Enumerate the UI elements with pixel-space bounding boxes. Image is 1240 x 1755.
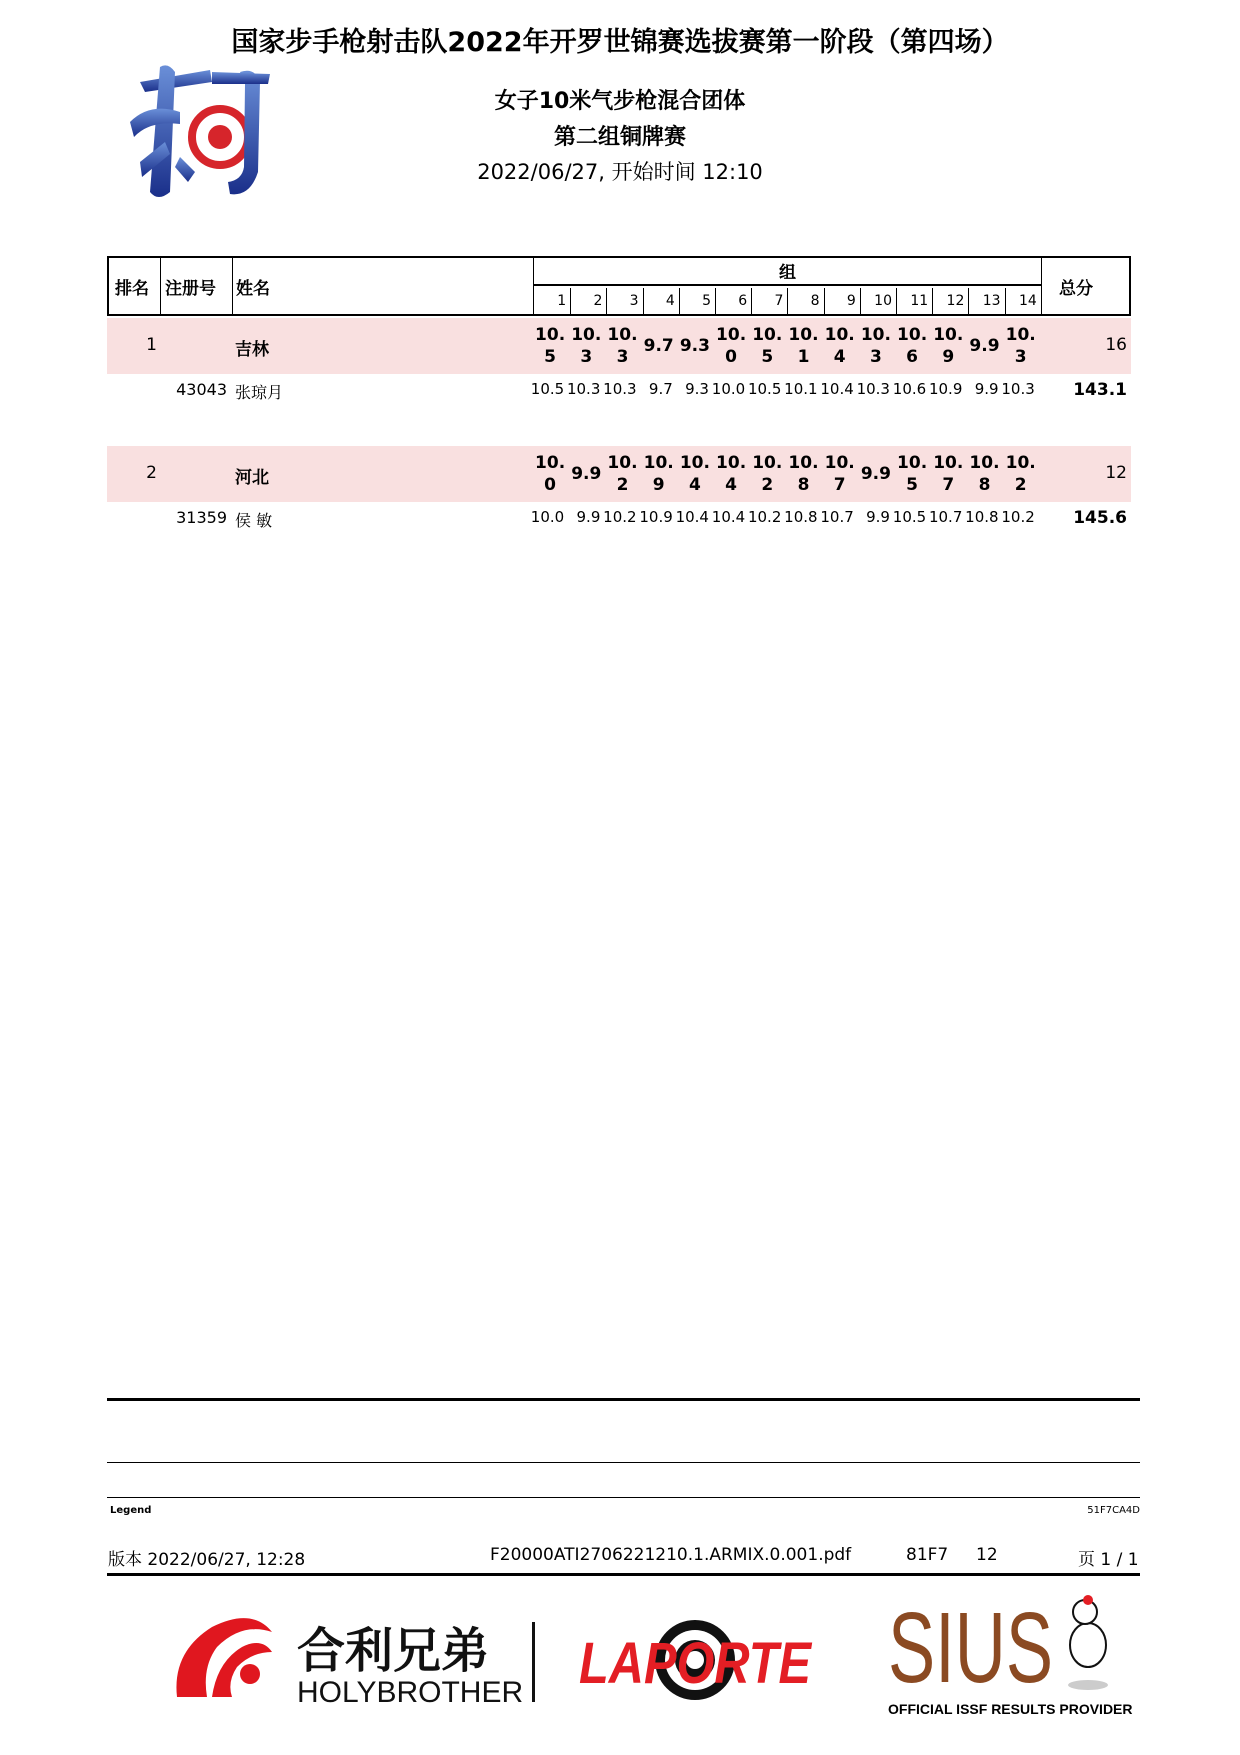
athlete-series-score: 10.4 <box>711 508 746 526</box>
athlete-series-score: 10.2 <box>603 508 637 526</box>
team-series-score: 10. 2 <box>607 453 638 495</box>
event-title: 女子10米气步枪混合团体 <box>494 89 746 114</box>
athlete-series-score: 9.9 <box>974 380 999 398</box>
team-series-score: 10. 8 <box>969 453 1000 495</box>
team-series-score: 10. 4 <box>716 453 747 495</box>
col-name: 姓名 <box>236 278 270 299</box>
series-number: 13 <box>968 288 1004 314</box>
athlete-series-score: 9.9 <box>576 508 601 526</box>
results-table-header <box>107 256 1131 316</box>
team-series-score: 10. 5 <box>752 325 783 367</box>
athlete-reg-no: 31359 <box>176 508 227 527</box>
series-number: 6 <box>715 288 751 314</box>
series-number: 14 <box>1005 288 1041 314</box>
athlete-series-score: 10.5 <box>747 380 782 398</box>
team-series-score: 10. 2 <box>1005 453 1036 495</box>
divider <box>107 1398 1140 1401</box>
file-name: F20000ATI2706221210.1.ARMIX.0.001.pdf <box>490 1545 852 1565</box>
sius-logo <box>888 1590 1123 1704</box>
holybrother-cn-text: 合利兄弟 <box>297 1623 490 1679</box>
page-title: 国家步手枪射击队2022年开罗世锦赛选拔赛第一阶段（第四场） <box>231 27 1009 58</box>
col-reg-no: 注册号 <box>165 278 216 299</box>
athlete-series-score: 10.3 <box>603 380 637 398</box>
athlete-series-score: 9.7 <box>648 380 673 398</box>
series-number: 2 <box>570 288 606 314</box>
team-series-score: 10. 4 <box>679 453 710 495</box>
series-number: 12 <box>932 288 968 314</box>
athlete-series-score: 9.9 <box>866 508 890 526</box>
legend-label: Legend <box>110 1505 152 1516</box>
series-header <box>534 258 1041 314</box>
team-series-score: 10. 5 <box>897 453 928 495</box>
ref-number: 12 <box>976 1545 998 1565</box>
athlete-total: 143.1 <box>1073 380 1127 400</box>
athlete-series-score: 10.9 <box>928 380 963 398</box>
athlete-total: 145.6 <box>1073 508 1127 528</box>
page-number: 页 1 / 1 <box>1078 1550 1139 1570</box>
team-series-score: 10. 3 <box>607 325 638 367</box>
series-number: 9 <box>824 288 860 314</box>
athlete-reg-no: 43043 <box>176 380 227 399</box>
team-row <box>107 318 1131 374</box>
athlete-row <box>107 380 1131 404</box>
athlete-series-score: 10.5 <box>892 508 927 526</box>
start-datetime: 2022/06/27, 开始时间 12:10 <box>477 160 763 184</box>
team-series-score: 10. 3 <box>860 325 891 367</box>
series-number: 7 <box>751 288 787 314</box>
divider <box>107 1462 1140 1463</box>
team-total: 12 <box>1105 463 1127 483</box>
sius-text: SIUS <box>888 1592 1053 1704</box>
team-name: 河北 <box>235 468 269 488</box>
team-series-score: 10. 5 <box>535 325 566 367</box>
divider <box>107 1497 1140 1498</box>
athlete-name: 侯 敏 <box>235 511 273 530</box>
athlete-series-score: 10.4 <box>820 380 854 398</box>
holybrother-logo <box>172 1612 542 1707</box>
athlete-series-score: 10.0 <box>711 380 746 398</box>
team-series-score: 10. 2 <box>752 453 783 495</box>
athlete-series-score: 10.3 <box>1001 380 1035 398</box>
team-series-score: 10. 1 <box>788 325 819 367</box>
col-total: 总分 <box>1059 278 1093 299</box>
team-series-score: 9.3 <box>679 336 710 356</box>
series-number: 5 <box>679 288 715 314</box>
team-series-score: 10. 0 <box>535 453 566 495</box>
team-series-score: 10. 3 <box>571 325 602 367</box>
team-series-score: 10. 7 <box>824 453 855 495</box>
athlete-series-score: 10.8 <box>965 508 999 526</box>
version-text: 版本 2022/06/27, 12:28 <box>108 1550 306 1570</box>
col-rank: 排名 <box>115 278 149 299</box>
team-series-score: 9.9 <box>969 336 1000 356</box>
team-series-score: 10. 6 <box>897 325 928 367</box>
col-series: 组 <box>534 260 1041 286</box>
athlete-series-score: 10.7 <box>820 508 854 526</box>
series-number: 11 <box>896 288 932 314</box>
athlete-series-score: 10.2 <box>747 508 782 526</box>
athlete-name: 张琼月 <box>235 383 284 402</box>
team-rank: 1 <box>146 335 157 355</box>
team-series-score: 10. 7 <box>933 453 964 495</box>
series-number: 4 <box>643 288 679 314</box>
athlete-series-score: 10.3 <box>566 380 601 398</box>
athlete-series-score: 10.7 <box>928 508 963 526</box>
team-series-score: 10. 9 <box>933 325 964 367</box>
issf-provider-text: OFFICIAL ISSF RESULTS PROVIDER <box>888 1701 1133 1717</box>
athlete-series-score: 10.2 <box>1001 508 1035 526</box>
athlete-series-score: 10.6 <box>892 380 927 398</box>
athlete-series-score: 10.0 <box>530 508 565 526</box>
holybrother-en-text: HOLYBROTHER <box>297 1676 524 1709</box>
team-series-score: 10. 4 <box>824 325 855 367</box>
team-series-score: 9.7 <box>643 336 674 356</box>
team-series-score: 10. 8 <box>788 453 819 495</box>
ref-code: 81F7 <box>906 1545 949 1565</box>
athlete-series-score: 10.1 <box>784 380 818 398</box>
document-code: 51F7CA4D <box>1087 1505 1140 1516</box>
team-row <box>107 446 1131 502</box>
team-name: 吉林 <box>235 340 269 360</box>
team-rank: 2 <box>146 463 157 483</box>
team-series-score: 10. 3 <box>1005 325 1036 367</box>
athlete-series-score: 9.3 <box>685 380 709 398</box>
laporte-logo <box>575 1615 815 1705</box>
laporte-text: LAPORTE <box>579 1631 813 1696</box>
series-number: 10 <box>860 288 896 314</box>
athlete-series-score: 10.5 <box>530 380 565 398</box>
series-number: 3 <box>606 288 642 314</box>
athlete-series-score: 10.9 <box>639 508 673 526</box>
divider <box>107 1573 1140 1576</box>
team-series-score: 10. 0 <box>716 325 747 367</box>
athlete-row <box>107 508 1131 532</box>
team-series-score: 9.9 <box>571 464 602 484</box>
series-number: 1 <box>557 293 567 309</box>
athlete-series-score: 10.4 <box>675 508 709 526</box>
team-series-score: 9.9 <box>860 464 891 484</box>
athlete-series-score: 10.8 <box>784 508 818 526</box>
athlete-series-score: 10.3 <box>856 380 890 398</box>
team-series-score: 10. 9 <box>643 453 674 495</box>
phase-title: 第二组铜牌赛 <box>553 125 686 150</box>
series-number: 8 <box>787 288 823 314</box>
team-total: 16 <box>1105 335 1127 355</box>
